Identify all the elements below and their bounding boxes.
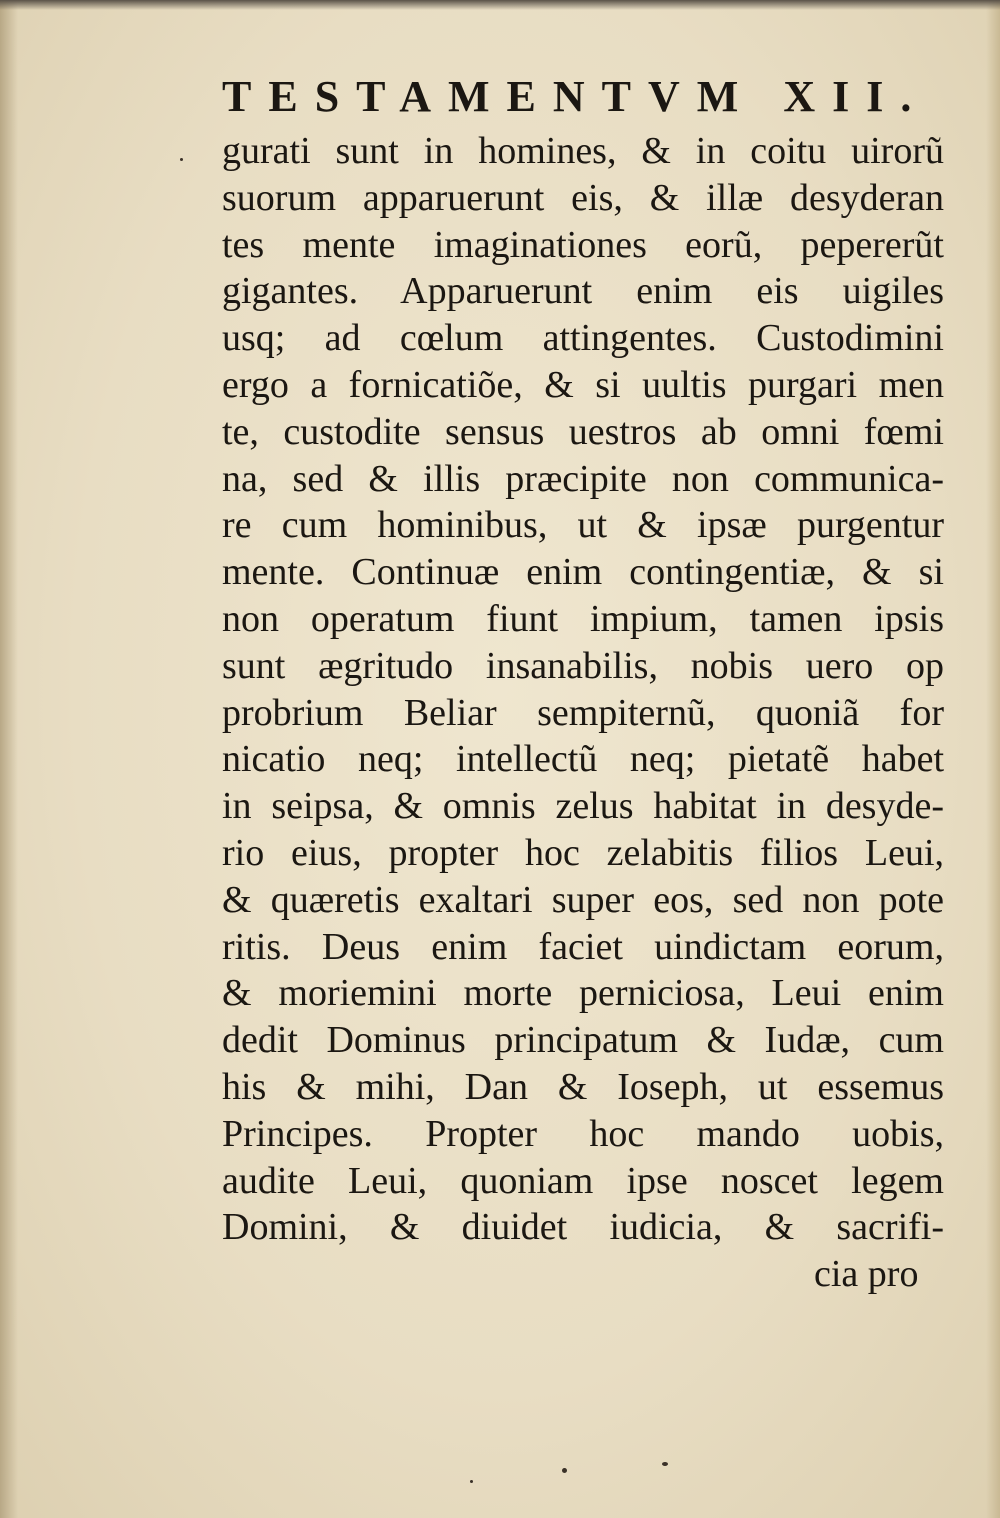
text-block <box>222 128 944 1298</box>
text-line: usq; ad cœlum attingentes. Custodimini <box>222 317 944 360</box>
text-line: & moriemini morte perniciosa, Leui enim <box>222 972 944 1015</box>
ink-speck <box>180 158 183 161</box>
page-edge-shadow-left <box>0 0 18 1518</box>
text-line: audite Leui, quoniam ipse noscet legem <box>222 1159 944 1202</box>
text-line: ritis. Deus enim faciet uindictam eorum, <box>222 925 944 968</box>
text-line: mente. Continuæ enim contingentiæ, & si <box>222 551 944 594</box>
text-line: in seipsa, & omnis zelus habitat in desyde- <box>222 785 944 828</box>
text-line: gurati sunt in hominеs, & in coitu uirorũ <box>222 130 944 172</box>
page-edge-shadow-right <box>986 0 1000 1518</box>
ink-speck <box>470 1480 473 1483</box>
text-line: rio eius, propter hoc zelabitis filios Leui, <box>222 831 944 874</box>
text-line: Domini, & diuidet iudicia, & sacrifi- <box>222 1206 944 1249</box>
running-head: TESTAMENTVM XII. <box>222 72 929 121</box>
text-line: suorum apparuerunt eis, & illæ desyderan <box>222 176 944 219</box>
text-line: non operatum fiunt impium, tamen ipsis <box>222 597 944 640</box>
text-line: Principes. Propter hoc mando uobis, <box>222 1112 944 1155</box>
text-line: ergo a fornicatiõe, & si uultis purgari men <box>222 363 944 406</box>
text-line: dedit Dominus principatum & Iudæ, cum <box>222 1019 944 1062</box>
text-line: his & mihi, Dan & Ioseph, ut essemus <box>222 1065 944 1108</box>
text-line: te, custodite sensus uestros ab omni fœmi <box>222 410 944 453</box>
text-line: sunt ægritudo insanabilis, nobis uero op <box>222 644 944 687</box>
ink-speck <box>662 1462 668 1466</box>
text-line: re cum hominibus, ut & ipsæ purgentur <box>222 504 944 547</box>
text-line: gigantes. Apparuerunt enim eis uigiles <box>222 270 944 313</box>
text-line: nicatio neq; intellectũ neq; pietatẽ habet <box>222 738 944 781</box>
page-edge-shadow-top <box>0 0 1000 10</box>
ink-speck <box>562 1468 567 1473</box>
text-line: na, sed & illis præcipite non communica- <box>222 457 944 500</box>
text-line: probrium Beliar sempiternũ, quoniã for <box>222 691 944 734</box>
catchword: cia pro <box>814 1253 919 1296</box>
text-line: & quæretis exaltari super eos, sed non pote <box>222 878 944 921</box>
text-line: tes mente imaginationes eorũ, pepererũt <box>222 223 944 266</box>
